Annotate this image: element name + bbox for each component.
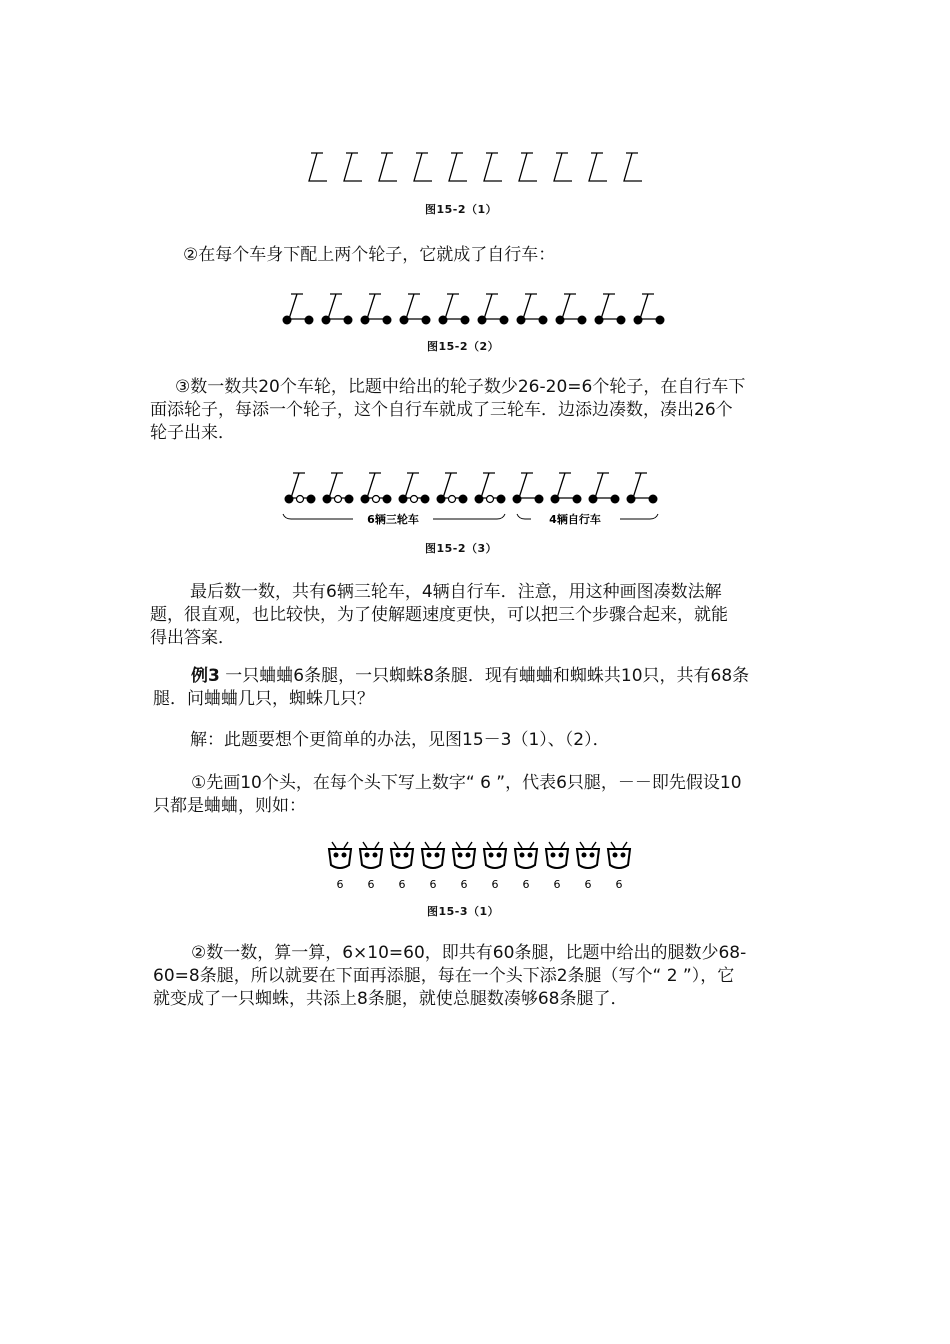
frame-stroke: [633, 473, 653, 498]
figure-15-2-3: [275, 468, 675, 533]
bicycle-frame: [344, 153, 362, 181]
antenna: [425, 842, 441, 848]
cricket-head: [453, 842, 475, 891]
eye: [489, 853, 494, 858]
wheel: [383, 495, 392, 504]
text-line: 得出答案．: [150, 628, 235, 648]
cricket-head: [546, 842, 568, 891]
bicycle: [595, 294, 626, 325]
frame-stroke: [519, 153, 537, 181]
bicycle: [322, 294, 353, 325]
eye: [334, 853, 339, 858]
wheel: [323, 495, 332, 504]
brace-bicycles-right: [620, 514, 658, 519]
wheel: [595, 316, 604, 325]
cricket-head: [360, 842, 382, 891]
paragraph-step-2: [183, 244, 843, 267]
eye: [621, 853, 626, 858]
frame-stroke: [406, 294, 426, 319]
wheel: [589, 495, 598, 504]
cricket-head: [422, 842, 444, 891]
wheel: [634, 316, 643, 325]
frame-stroke: [328, 294, 348, 319]
added-wheel: [449, 496, 456, 503]
wheel: [578, 316, 587, 325]
head-outline: [546, 849, 568, 868]
wheel: [573, 495, 582, 504]
cricket-head: [329, 842, 351, 891]
text-line: 面添轮子，每添一个轮子，这个自行车就成了三轮车．边添边凑数，凑出26个: [150, 400, 733, 420]
frame-stroke: [367, 294, 387, 319]
figure-caption-15-3-1: 图15-3（1）: [427, 905, 500, 918]
frame-stroke: [309, 153, 327, 181]
bicycle-frame: [309, 153, 327, 181]
eye: [404, 853, 409, 858]
wheel: [497, 495, 506, 504]
wheel: [459, 495, 468, 504]
leg-count-label: 6: [460, 878, 468, 891]
text-line: 轮子出来．: [150, 423, 235, 443]
added-wheel: [335, 496, 342, 503]
wheel: [475, 495, 484, 504]
wheel: [513, 495, 522, 504]
brace-bicycles: [517, 514, 531, 519]
frame-stroke: [344, 153, 362, 181]
head-outline: [608, 849, 630, 868]
eye: [365, 853, 370, 858]
bicycle-frame: [449, 153, 467, 181]
bicycle: [283, 294, 314, 325]
tricycle: [399, 473, 430, 504]
bicycle-frame: [519, 153, 537, 181]
text-line: 题，很直观，也比较快，为了使解题速度更快，可以把三个步骤合起来，就能: [150, 605, 728, 625]
figure-15-3-1: [320, 835, 640, 895]
bicycle-frames: [309, 153, 642, 181]
frame-stroke: [595, 473, 615, 498]
frame-stroke: [562, 294, 582, 319]
eye: [551, 853, 556, 858]
bicycle: [400, 294, 431, 325]
eye: [582, 853, 587, 858]
frame-stroke: [589, 153, 607, 181]
frame-stroke: [484, 153, 502, 181]
frame-stroke: [624, 153, 642, 181]
frame-stroke: [414, 153, 432, 181]
paragraph-step-3: [150, 376, 810, 445]
leg-count-label: 6: [491, 878, 499, 891]
wheel: [422, 316, 431, 325]
head-outline: [515, 849, 537, 868]
head-outline: [577, 849, 599, 868]
text-line: ③数一数共20个车轮，比题中给出的轮子数少26-20=6个轮子，在自行车下: [175, 377, 746, 397]
paragraph-step-1b: [153, 772, 813, 818]
antenna: [549, 842, 565, 848]
leg-count-label: 6: [336, 878, 344, 891]
wheel: [361, 316, 370, 325]
figure-15-2-2: [275, 288, 675, 333]
frame-stroke: [379, 153, 397, 181]
antenna: [518, 842, 534, 848]
cricket-heads: [329, 842, 630, 891]
frame-stroke: [523, 294, 543, 319]
wheel: [500, 316, 509, 325]
eye: [427, 853, 432, 858]
wheel: [399, 495, 408, 504]
cricket-head: [577, 842, 599, 891]
leg-count-label: 6: [584, 878, 592, 891]
wheel: [611, 495, 620, 504]
wheel: [539, 316, 548, 325]
text-line: 最后数一数，共有6辆三轮车，4辆自行车．注意，用这种画图凑数法解: [190, 582, 722, 602]
figure-caption-15-2-1: 图15-2（1）: [425, 203, 498, 216]
frame-stroke: [289, 294, 309, 319]
label-tricycles: 6辆三轮车: [367, 513, 419, 526]
wheel: [285, 495, 294, 504]
frame-stroke: [291, 473, 311, 498]
bicycle: [627, 473, 658, 504]
bicycle-frame: [624, 153, 642, 181]
tricycle: [437, 473, 468, 504]
head-outline: [422, 849, 444, 868]
cricket-head: [391, 842, 413, 891]
text-line: ①先画10个头，在每个头下写上数字“ 6 ”，代表6只腿，－－即先假设10: [191, 773, 742, 793]
example-label: 例3: [191, 666, 220, 686]
figure-caption-15-2-3: 图15-2（3）: [425, 542, 498, 555]
frame-stroke: [601, 294, 621, 319]
leg-count-label: 6: [398, 878, 406, 891]
frame-stroke: [405, 473, 425, 498]
antenna: [456, 842, 472, 848]
eye: [396, 853, 401, 858]
bicycle-frame: [589, 153, 607, 181]
antenna: [580, 842, 596, 848]
added-wheel: [487, 496, 494, 503]
paragraph-conclusion: [150, 581, 810, 650]
frame-stroke: [519, 473, 539, 498]
head-outline: [360, 849, 382, 868]
eye: [342, 853, 347, 858]
label-bicycles: 4辆自行车: [549, 513, 601, 526]
example-text: 一只蛐蛐6条腿，一只蜘蛛8条腿．现有蛐蛐和蜘蛛共10只，共有68条: [225, 666, 750, 686]
frame-stroke: [367, 473, 387, 498]
frame-stroke: [640, 294, 660, 319]
wheel: [439, 316, 448, 325]
wheel: [437, 495, 446, 504]
wheel: [400, 316, 409, 325]
wheel: [478, 316, 487, 325]
frame-stroke: [445, 294, 465, 319]
wheel: [656, 316, 665, 325]
eye: [458, 853, 463, 858]
cricket-head: [515, 842, 537, 891]
cricket-head: [608, 842, 630, 891]
bicycle-frame: [484, 153, 502, 181]
eye: [520, 853, 525, 858]
text-line: 就变成了一只蜘蛛，共添上8条腿，就使总腿数凑够68条腿了．: [153, 989, 628, 1009]
tricycle: [475, 473, 506, 504]
tricycle: [361, 473, 392, 504]
figure-caption-15-2-2: 图15-2（2）: [427, 340, 500, 353]
paragraph-step-2b: [153, 942, 813, 1011]
head-outline: [453, 849, 475, 868]
head-outline: [484, 849, 506, 868]
text-line: 腿．问蛐蛐几只，蜘蛛几只？: [153, 689, 374, 709]
head-outline: [329, 849, 351, 868]
frame-stroke: [449, 153, 467, 181]
bicycle: [634, 294, 665, 325]
bicycle-frame: [379, 153, 397, 181]
text-line: ②数一数，算一算，6×10=60，即共有60条腿，比题中给出的腿数少68-: [191, 943, 747, 963]
frame-stroke: [557, 473, 577, 498]
wheel: [649, 495, 658, 504]
leg-count-label: 6: [615, 878, 623, 891]
added-wheel: [373, 496, 380, 503]
wheel: [535, 495, 544, 504]
bicycle: [589, 473, 620, 504]
bicycle: [517, 294, 548, 325]
frame-stroke: [554, 153, 572, 181]
added-wheel: [297, 496, 304, 503]
head-outline: [391, 849, 413, 868]
frame-stroke: [481, 473, 501, 498]
leg-count-label: 6: [367, 878, 375, 891]
wheel: [361, 495, 370, 504]
frame-stroke: [484, 294, 504, 319]
wheel: [345, 495, 354, 504]
antenna: [332, 842, 348, 848]
eye: [466, 853, 471, 858]
antenna: [363, 842, 379, 848]
wheel: [383, 316, 392, 325]
antenna: [394, 842, 410, 848]
wheel: [517, 316, 526, 325]
eye: [435, 853, 440, 858]
bicycle: [361, 294, 392, 325]
cricket-head: [484, 842, 506, 891]
bicycle-frame: [554, 153, 572, 181]
tricycle: [285, 473, 316, 504]
text-line: [153, 665, 813, 688]
antenna: [487, 842, 503, 848]
text-line: 60=8条腿，所以就要在下面再添腿，每在一个头下添2条腿（写个“ 2 ”），它: [153, 966, 735, 986]
wheel: [307, 495, 316, 504]
bicycle: [478, 294, 509, 325]
wheel: [556, 316, 565, 325]
frame-stroke: [329, 473, 349, 498]
wheel: [421, 495, 430, 504]
bicycle: [439, 294, 470, 325]
wheel: [322, 316, 331, 325]
bicycles: [283, 294, 665, 325]
brace-tricycles-right: [433, 514, 505, 519]
figure-15-2-1: [295, 145, 655, 190]
bicycle: [556, 294, 587, 325]
eye: [528, 853, 533, 858]
bicycle-frame: [414, 153, 432, 181]
leg-count-label: 6: [429, 878, 437, 891]
eye: [613, 853, 618, 858]
leg-count-label: 6: [522, 878, 530, 891]
tricycle: [323, 473, 354, 504]
text-line: 解：此题要想个更简单的办法，见图15－3（1）、（2）．: [190, 730, 610, 750]
added-wheel: [411, 496, 418, 503]
wheel: [627, 495, 636, 504]
wheel: [551, 495, 560, 504]
eye: [497, 853, 502, 858]
text-line: 只都是蛐蛐，则如：: [153, 796, 306, 816]
bicycle: [513, 473, 544, 504]
leg-count-label: 6: [553, 878, 561, 891]
bicycle: [551, 473, 582, 504]
paragraph-example-3: [153, 665, 813, 711]
paragraph-solution: [190, 729, 850, 752]
frame-stroke: [443, 473, 463, 498]
eye: [590, 853, 595, 858]
antenna: [611, 842, 627, 848]
wheel: [283, 316, 292, 325]
brace-tricycles: [283, 514, 353, 519]
text-line: ②在每个车身下配上两个轮子，它就成了自行车：: [183, 245, 556, 265]
vehicles: [285, 473, 658, 504]
wheel: [344, 316, 353, 325]
eye: [559, 853, 564, 858]
wheel: [305, 316, 314, 325]
wheel: [617, 316, 626, 325]
eye: [373, 853, 378, 858]
wheel: [461, 316, 470, 325]
